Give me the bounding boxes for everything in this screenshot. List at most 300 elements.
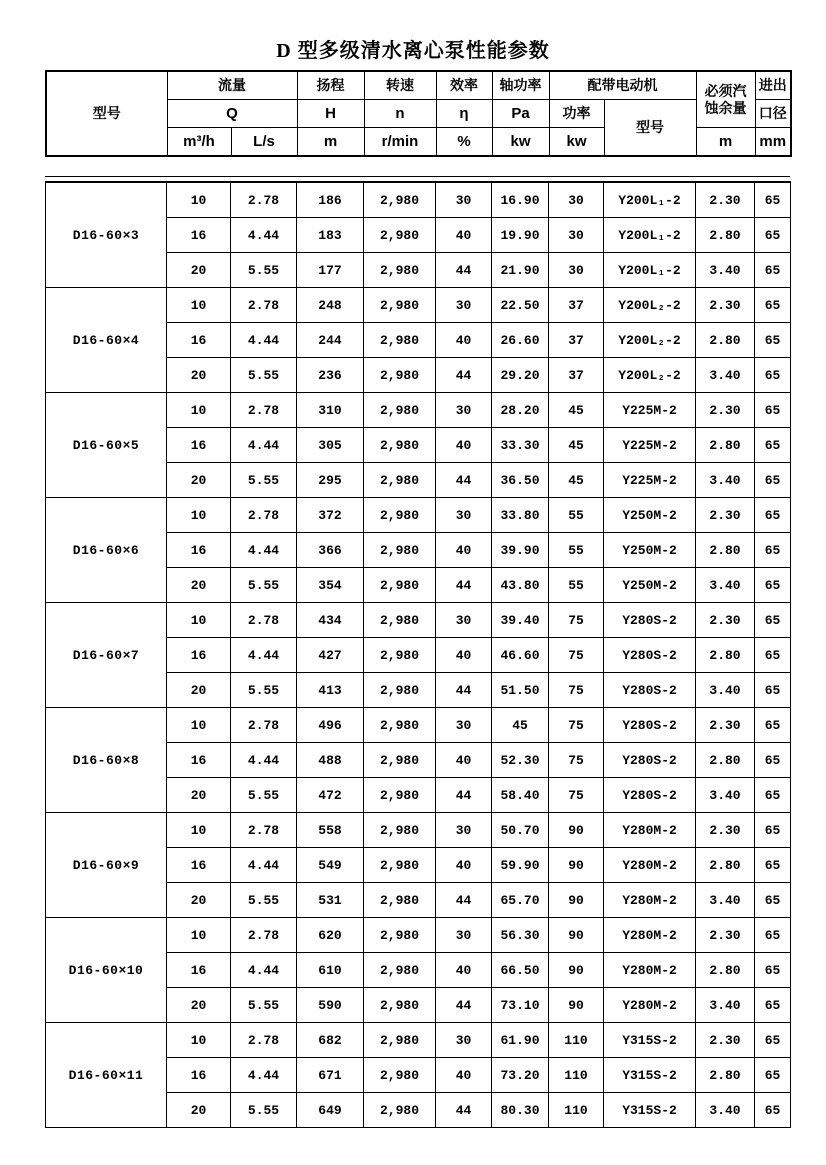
pump-model-cell: D16-60×6 — [46, 498, 167, 603]
data-cell: 65 — [755, 708, 791, 743]
data-cell: 37 — [549, 288, 604, 323]
data-cell: 2.78 — [231, 918, 297, 953]
data-cell: 413 — [297, 673, 364, 708]
data-cell: Y250M-2 — [604, 498, 696, 533]
data-cell: 30 — [436, 603, 492, 638]
data-cell: 75 — [549, 603, 604, 638]
data-cell: 16 — [167, 848, 231, 883]
data-cell: 5.55 — [231, 253, 297, 288]
data-cell: 2,980 — [364, 1023, 436, 1058]
data-cell: 56.30 — [492, 918, 549, 953]
data-cell: 80.30 — [492, 1093, 549, 1128]
data-cell: 10 — [167, 288, 231, 323]
data-cell: 2.30 — [696, 1023, 755, 1058]
col-header-port-line1: 进出 — [755, 71, 791, 100]
data-cell: Y280S-2 — [604, 603, 696, 638]
npsh-unit: m — [696, 128, 755, 157]
data-cell: 4.44 — [231, 848, 297, 883]
col-header-port-line2: 口径 — [755, 100, 791, 128]
data-cell: 236 — [297, 358, 364, 393]
data-cell: 40 — [436, 953, 492, 988]
table-row — [46, 393, 791, 428]
data-cell: Y280S-2 — [604, 778, 696, 813]
data-cell: 65 — [755, 393, 791, 428]
data-cell: 610 — [297, 953, 364, 988]
data-cell: 20 — [167, 883, 231, 918]
data-cell: 558 — [297, 813, 364, 848]
data-cell: 244 — [297, 323, 364, 358]
data-cell: 40 — [436, 638, 492, 673]
data-cell: 36.50 — [492, 463, 549, 498]
data-cell: 21.90 — [492, 253, 549, 288]
flow-unit-ls: L/s — [231, 128, 297, 157]
data-cell: 65 — [755, 953, 791, 988]
data-cell: 10 — [167, 708, 231, 743]
data-cell: 39.90 — [492, 533, 549, 568]
data-cell: 4.44 — [231, 533, 297, 568]
speed-unit: r/min — [364, 128, 436, 157]
head-unit: m — [297, 128, 364, 157]
data-cell: 44 — [436, 673, 492, 708]
data-cell: 10 — [167, 393, 231, 428]
data-cell: 2,980 — [364, 358, 436, 393]
data-cell: 2,980 — [364, 323, 436, 358]
data-cell: 45 — [549, 428, 604, 463]
data-cell: Y225M-2 — [604, 428, 696, 463]
data-cell: 65 — [755, 218, 791, 253]
table-row — [46, 288, 791, 323]
table-row — [46, 603, 791, 638]
data-cell: 549 — [297, 848, 364, 883]
data-cell: Y315S-2 — [604, 1058, 696, 1093]
data-cell: 2.78 — [231, 708, 297, 743]
col-header-efficiency: 效率 — [436, 71, 492, 100]
pump-data-table — [45, 181, 791, 1128]
data-cell: 59.90 — [492, 848, 549, 883]
data-cell: 2,980 — [364, 1058, 436, 1093]
data-cell: 43.80 — [492, 568, 549, 603]
data-cell: 488 — [297, 743, 364, 778]
data-cell: 29.20 — [492, 358, 549, 393]
data-cell: 20 — [167, 778, 231, 813]
data-cell: 55 — [549, 498, 604, 533]
data-cell: 590 — [297, 988, 364, 1023]
data-cell: Y225M-2 — [604, 393, 696, 428]
data-cell: 40 — [436, 428, 492, 463]
col-header-model: 型号 — [46, 71, 167, 156]
data-cell: 75 — [549, 638, 604, 673]
data-cell: 65 — [755, 603, 791, 638]
data-cell: 30 — [436, 393, 492, 428]
data-cell: 3.40 — [696, 673, 755, 708]
data-cell: 39.40 — [492, 603, 549, 638]
data-cell: 2,980 — [364, 918, 436, 953]
table-row — [46, 813, 791, 848]
data-cell: 65 — [755, 988, 791, 1023]
data-cell: 65.70 — [492, 883, 549, 918]
data-cell: 75 — [549, 673, 604, 708]
data-cell: 3.40 — [696, 988, 755, 1023]
shaft-power-symbol: Pa — [492, 100, 549, 128]
data-cell: Y250M-2 — [604, 568, 696, 603]
pump-model-cell: D16-60×11 — [46, 1023, 167, 1128]
data-cell: 65 — [755, 463, 791, 498]
data-cell: Y200L₁-2 — [604, 182, 696, 218]
data-cell: 3.40 — [696, 778, 755, 813]
data-cell: 2.30 — [696, 603, 755, 638]
pump-table-body — [46, 182, 791, 1128]
data-cell: 16.90 — [492, 182, 549, 218]
data-cell: Y280M-2 — [604, 883, 696, 918]
data-cell: 5.55 — [231, 568, 297, 603]
data-cell: 372 — [297, 498, 364, 533]
col-header-flow: 流量 — [167, 71, 297, 100]
data-cell: 4.44 — [231, 218, 297, 253]
data-cell: Y200L₁-2 — [604, 253, 696, 288]
data-cell: Y280M-2 — [604, 848, 696, 883]
efficiency-symbol: η — [436, 100, 492, 128]
data-cell: 427 — [297, 638, 364, 673]
data-cell: 58.40 — [492, 778, 549, 813]
data-cell: 45 — [492, 708, 549, 743]
data-cell: 30 — [549, 253, 604, 288]
data-cell: 44 — [436, 1093, 492, 1128]
data-cell: Y280M-2 — [604, 953, 696, 988]
data-cell: 65 — [755, 533, 791, 568]
motor-power-label: 功率 — [549, 100, 604, 128]
shaft-power-unit: kw — [492, 128, 549, 157]
data-cell: 90 — [549, 848, 604, 883]
data-cell: 40 — [436, 848, 492, 883]
data-cell: 2.80 — [696, 533, 755, 568]
data-cell: 20 — [167, 358, 231, 393]
data-cell: 90 — [549, 813, 604, 848]
data-cell: 2.80 — [696, 218, 755, 253]
col-header-npsh — [696, 71, 755, 128]
table-row — [46, 498, 791, 533]
data-cell: 2.78 — [231, 603, 297, 638]
flow-symbol: Q — [167, 100, 297, 128]
data-cell: 16 — [167, 638, 231, 673]
data-cell: 295 — [297, 463, 364, 498]
col-header-speed: 转速 — [364, 71, 436, 100]
data-cell: Y280M-2 — [604, 988, 696, 1023]
data-cell: 2,980 — [364, 182, 436, 218]
data-cell: 51.50 — [492, 673, 549, 708]
data-cell: 65 — [755, 883, 791, 918]
data-cell: 75 — [549, 743, 604, 778]
header-row-1 — [46, 71, 791, 100]
data-cell: 10 — [167, 918, 231, 953]
data-cell: 75 — [549, 708, 604, 743]
data-cell: 44 — [436, 883, 492, 918]
data-cell: 20 — [167, 253, 231, 288]
data-cell: 3.40 — [696, 883, 755, 918]
data-cell: 2,980 — [364, 883, 436, 918]
data-cell: 20 — [167, 568, 231, 603]
data-cell: 3.40 — [696, 568, 755, 603]
data-cell: 5.55 — [231, 988, 297, 1023]
data-cell: 2.30 — [696, 498, 755, 533]
data-cell: 5.55 — [231, 883, 297, 918]
data-cell: 40 — [436, 323, 492, 358]
data-cell: 30 — [436, 1023, 492, 1058]
motor-model-label: 型号 — [604, 100, 696, 157]
data-cell: 110 — [549, 1093, 604, 1128]
data-cell: 22.50 — [492, 288, 549, 323]
col-header-head: 扬程 — [297, 71, 364, 100]
speed-symbol: n — [364, 100, 436, 128]
pump-model-cell: D16-60×10 — [46, 918, 167, 1023]
data-cell: 2.78 — [231, 1023, 297, 1058]
data-cell: 65 — [755, 288, 791, 323]
data-cell: 28.20 — [492, 393, 549, 428]
pump-model-cell: D16-60×3 — [46, 182, 167, 288]
data-cell: 186 — [297, 182, 364, 218]
data-cell: 183 — [297, 218, 364, 253]
data-cell: 310 — [297, 393, 364, 428]
data-cell: 65 — [755, 253, 791, 288]
data-cell: 44 — [436, 253, 492, 288]
data-cell: 2,980 — [364, 673, 436, 708]
data-cell: 30 — [436, 288, 492, 323]
efficiency-unit: % — [436, 128, 492, 157]
data-cell: 44 — [436, 463, 492, 498]
data-cell: 682 — [297, 1023, 364, 1058]
data-cell: 2.80 — [696, 953, 755, 988]
data-cell: 2,980 — [364, 708, 436, 743]
data-cell: 2,980 — [364, 288, 436, 323]
data-cell: 40 — [436, 218, 492, 253]
data-cell: 2,980 — [364, 603, 436, 638]
data-cell: 90 — [549, 883, 604, 918]
data-cell: 40 — [436, 1058, 492, 1093]
data-cell: 2,980 — [364, 638, 436, 673]
data-cell: 4.44 — [231, 638, 297, 673]
data-cell: 2.30 — [696, 708, 755, 743]
data-cell: 2.78 — [231, 393, 297, 428]
data-cell: 65 — [755, 1023, 791, 1058]
data-cell: 20 — [167, 673, 231, 708]
data-cell: 496 — [297, 708, 364, 743]
data-cell: 177 — [297, 253, 364, 288]
data-cell: 65 — [755, 778, 791, 813]
data-cell: 2,980 — [364, 428, 436, 463]
data-cell: 10 — [167, 498, 231, 533]
data-cell: 110 — [549, 1058, 604, 1093]
data-cell: 2.80 — [696, 323, 755, 358]
data-cell: 3.40 — [696, 358, 755, 393]
data-cell: 20 — [167, 463, 231, 498]
data-cell: 65 — [755, 848, 791, 883]
data-cell: 66.50 — [492, 953, 549, 988]
data-cell: 3.40 — [696, 1093, 755, 1128]
page-title: D 型多级清水离心泵性能参数 — [276, 40, 550, 62]
data-cell: 65 — [755, 568, 791, 603]
data-cell: 2,980 — [364, 253, 436, 288]
data-cell: 37 — [549, 358, 604, 393]
data-cell: 65 — [755, 358, 791, 393]
data-cell: 37 — [549, 323, 604, 358]
data-cell: 73.20 — [492, 1058, 549, 1093]
data-cell: 20 — [167, 988, 231, 1023]
table-row — [46, 708, 791, 743]
data-cell: 16 — [167, 218, 231, 253]
data-cell: Y280M-2 — [604, 813, 696, 848]
data-cell: 110 — [549, 1023, 604, 1058]
data-cell: 65 — [755, 638, 791, 673]
data-cell: 16 — [167, 1058, 231, 1093]
data-cell: Y200L₂-2 — [604, 358, 696, 393]
head-symbol: H — [297, 100, 364, 128]
data-cell: 44 — [436, 568, 492, 603]
data-cell: 65 — [755, 1058, 791, 1093]
pump-model-cell: D16-60×7 — [46, 603, 167, 708]
pump-model-cell: D16-60×9 — [46, 813, 167, 918]
data-cell: 5.55 — [231, 778, 297, 813]
table-row — [46, 182, 791, 218]
data-cell: 61.90 — [492, 1023, 549, 1058]
data-cell: 4.44 — [231, 953, 297, 988]
data-cell: 16 — [167, 743, 231, 778]
data-cell: Y200L₂-2 — [604, 288, 696, 323]
data-cell: 16 — [167, 953, 231, 988]
data-cell: 305 — [297, 428, 364, 463]
data-cell: Y280S-2 — [604, 708, 696, 743]
data-cell: 2.78 — [231, 498, 297, 533]
data-cell: 30 — [436, 918, 492, 953]
data-cell: 90 — [549, 988, 604, 1023]
pump-model-cell: D16-60×5 — [46, 393, 167, 498]
data-cell: 10 — [167, 603, 231, 638]
data-cell: 2.80 — [696, 743, 755, 778]
data-cell: 5.55 — [231, 358, 297, 393]
col-header-npsh-line1: 必须汽 — [704, 83, 747, 100]
data-cell: 671 — [297, 1058, 364, 1093]
data-cell: 65 — [755, 323, 791, 358]
data-cell: 90 — [549, 953, 604, 988]
data-cell: 45 — [549, 393, 604, 428]
data-cell: Y280M-2 — [604, 918, 696, 953]
data-cell: 55 — [549, 533, 604, 568]
data-cell: 16 — [167, 428, 231, 463]
data-cell: 40 — [436, 743, 492, 778]
data-cell: 4.44 — [231, 1058, 297, 1093]
data-cell: 2.80 — [696, 428, 755, 463]
data-cell: Y315S-2 — [604, 1093, 696, 1128]
data-cell: 10 — [167, 182, 231, 218]
data-cell: 2.30 — [696, 288, 755, 323]
data-cell: 19.90 — [492, 218, 549, 253]
data-cell: 2.30 — [696, 813, 755, 848]
data-cell: 65 — [755, 182, 791, 218]
data-cell: 20 — [167, 1093, 231, 1128]
data-cell: 44 — [436, 358, 492, 393]
data-cell: 30 — [549, 218, 604, 253]
data-cell: 2.80 — [696, 1058, 755, 1093]
header-table — [45, 70, 792, 157]
data-cell: Y280S-2 — [604, 743, 696, 778]
table-row — [46, 918, 791, 953]
data-cell: Y200L₁-2 — [604, 218, 696, 253]
data-cell: 30 — [436, 708, 492, 743]
data-cell: 4.44 — [231, 428, 297, 463]
data-cell: 2,980 — [364, 568, 436, 603]
data-cell: 366 — [297, 533, 364, 568]
data-cell: 620 — [297, 918, 364, 953]
data-cell: 2.80 — [696, 638, 755, 673]
data-cell: 75 — [549, 778, 604, 813]
data-cell: 44 — [436, 988, 492, 1023]
data-cell: 2,980 — [364, 848, 436, 883]
data-cell: 2.78 — [231, 288, 297, 323]
data-cell: 354 — [297, 568, 364, 603]
table-top-rule — [45, 176, 790, 177]
data-cell: 65 — [755, 743, 791, 778]
data-cell: 2,980 — [364, 953, 436, 988]
data-cell: 30 — [549, 182, 604, 218]
data-cell: 2.78 — [231, 813, 297, 848]
data-cell: 5.55 — [231, 463, 297, 498]
data-cell: 50.70 — [492, 813, 549, 848]
data-cell: 73.10 — [492, 988, 549, 1023]
data-cell: 2,980 — [364, 743, 436, 778]
data-cell: 16 — [167, 533, 231, 568]
col-header-npsh-line2: 蚀余量 — [704, 99, 747, 116]
data-cell: 2,980 — [364, 813, 436, 848]
data-cell: 5.55 — [231, 1093, 297, 1128]
data-cell: 40 — [436, 533, 492, 568]
port-unit: mm — [755, 128, 791, 157]
table-row — [46, 1023, 791, 1058]
data-cell: 46.60 — [492, 638, 549, 673]
data-cell: 2,980 — [364, 778, 436, 813]
data-cell: 10 — [167, 813, 231, 848]
pump-model-cell: D16-60×8 — [46, 708, 167, 813]
data-cell: 45 — [549, 463, 604, 498]
data-cell: 16 — [167, 323, 231, 358]
data-cell: 2,980 — [364, 1093, 436, 1128]
data-cell: 649 — [297, 1093, 364, 1128]
data-cell: 2,980 — [364, 533, 436, 568]
data-cell: 248 — [297, 288, 364, 323]
data-cell: Y315S-2 — [604, 1023, 696, 1058]
data-cell: 30 — [436, 813, 492, 848]
data-cell: 65 — [755, 673, 791, 708]
data-cell: 65 — [755, 428, 791, 463]
data-cell: 2.80 — [696, 848, 755, 883]
data-cell: Y225M-2 — [604, 463, 696, 498]
data-cell: 4.44 — [231, 323, 297, 358]
data-cell: 2,980 — [364, 218, 436, 253]
data-cell: 90 — [549, 918, 604, 953]
data-cell: Y250M-2 — [604, 533, 696, 568]
data-cell: Y280S-2 — [604, 638, 696, 673]
col-header-shaft-power: 轴功率 — [492, 71, 549, 100]
flow-unit-m3h: m³/h — [167, 128, 231, 157]
data-cell: 2.30 — [696, 182, 755, 218]
data-cell: 30 — [436, 182, 492, 218]
col-header-motor: 配带电动机 — [549, 71, 696, 100]
data-cell: 44 — [436, 778, 492, 813]
data-cell: 2.30 — [696, 393, 755, 428]
data-cell: 2,980 — [364, 463, 436, 498]
data-cell: 65 — [755, 1093, 791, 1128]
data-cell: 26.60 — [492, 323, 549, 358]
data-cell: 52.30 — [492, 743, 549, 778]
data-cell: 5.55 — [231, 673, 297, 708]
data-cell: 2,980 — [364, 498, 436, 533]
